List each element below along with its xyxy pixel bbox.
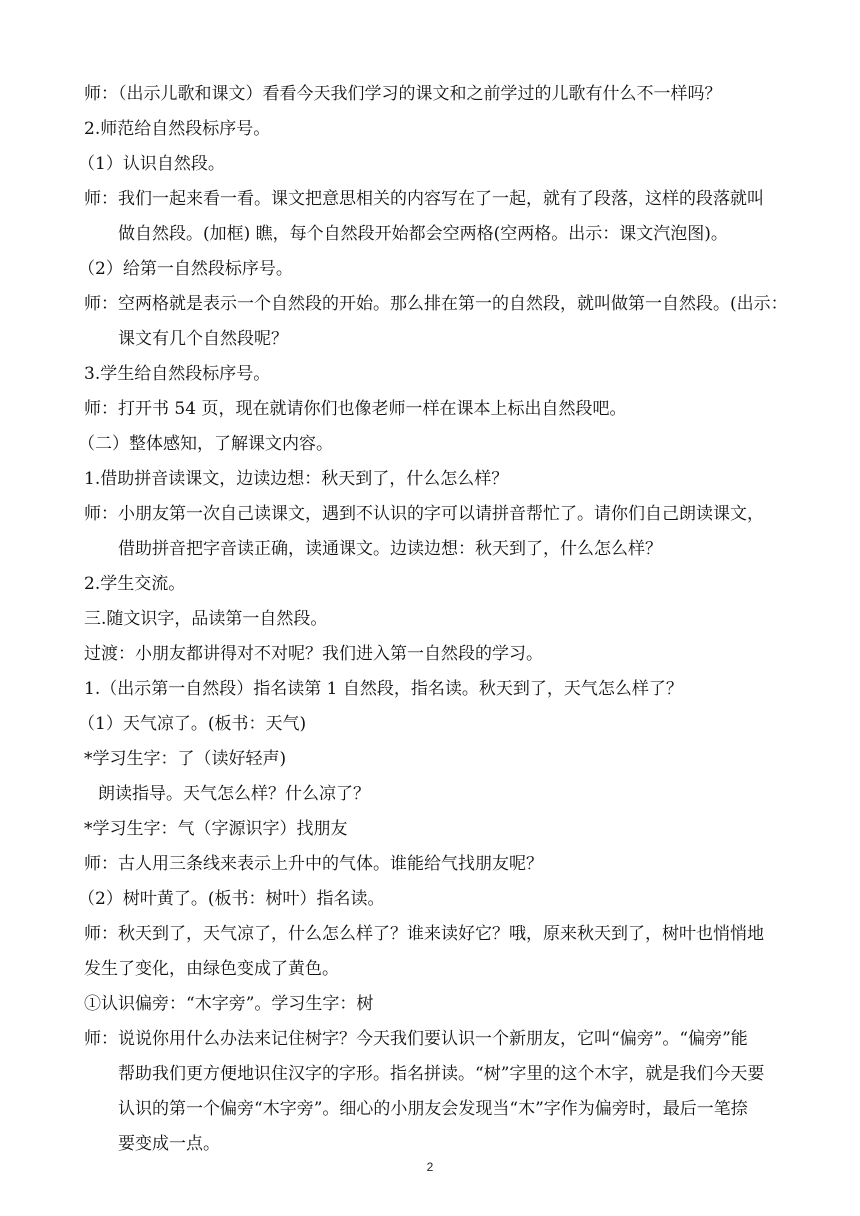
text-line: 师：我们一起来看一看。课文把意思相关的内容写在了一起，就有了段落，这样的段落就叫 [84, 189, 764, 209]
text-line: 借助拼音把字音读正确，读通课文。边读边想：秋天到了，什么怎么样？ [118, 539, 662, 559]
text-line: 1.借助拼音读课文，边读边想：秋天到了，什么怎么样？ [84, 469, 509, 489]
text-line: （1）认识自然段。 [78, 154, 225, 174]
text-line: （二）整体感知，了解课文内容。 [78, 434, 333, 454]
text-line: 要变成一点。 [118, 1134, 220, 1154]
text-line: （1）天气凉了。(板书：天气) [78, 714, 307, 734]
text-line: （2）树叶黄了。(板书：树叶）指名读。 [78, 889, 385, 909]
text-line: 2.师范给自然段标序号。 [84, 119, 271, 139]
text-line: 师：（出示儿歌和课文）看看今天我们学习的课文和之前学过的儿歌有什么不一样吗？ [84, 84, 722, 104]
text-line: （2）给第一自然段标序号。 [78, 259, 293, 279]
text-line: 帮助我们更方便地识住汉字的字形。指名拼读。“树”字里的这个木字，就是我们今天要 [118, 1064, 765, 1084]
text-line: 师：秋天到了，天气凉了，什么怎么样了？谁来读好它？哦，原来秋天到了，树叶也悄悄地 [84, 924, 764, 944]
text-line: 三.随文识字，品读第一自然段。 [84, 609, 328, 629]
text-line: 过渡：小朋友都讲得对不对呢？我们进入第一自然段的学习。 [84, 644, 543, 664]
text-line: *学习生字：了（读好轻声) [84, 749, 287, 769]
text-line: 认识的第一个偏旁“木字旁”。细心的小朋友会发现当“木”字作为偏旁时，最后一笔捺 [118, 1099, 748, 1119]
text-line: 师：小朋友第一次自己读课文，遇到不认识的字可以请拼音帮忙了。请你们自己朗读课文， [84, 504, 764, 524]
text-line: 师：古人用三条线来表示上升中的气体。谁能给气找朋友呢？ [84, 854, 543, 874]
text-line: 1.（出示第一自然段）指名读第 1 自然段，指名读。秋天到了，天气怎么样了？ [84, 679, 683, 699]
text-line: 朗读指导。天气怎么样？什么凉了？ [98, 784, 370, 804]
text-line: 3.学生给自然段标序号。 [84, 364, 271, 384]
text-line: *学习生字：气（字源识字）找朋友 [84, 819, 348, 839]
text-line: 师：打开书 54 页，现在就请你们也像老师一样在课本上标出自然段吧。 [84, 399, 627, 419]
text-line: 2.学生交流。 [84, 574, 186, 594]
text-line: 发生了变化，由绿色变成了黄色。 [84, 959, 339, 979]
text-line: 课文有几个自然段呢？ [118, 329, 288, 349]
text-line: ①认识偏旁：“木字旁”。学习生字：树 [84, 994, 374, 1014]
text-line: 做自然段。(加框) 瞧，每个自然段开始都会空两格(空两格。出示：课文汽泡图)。 [118, 224, 728, 244]
page-number: 2 [426, 1160, 434, 1174]
text-line: 师：说说你用什么办法来记住树字？今天我们要认识一个新朋友，它叫“偏旁”。“偏旁”能 [84, 1029, 748, 1049]
text-line: 师：空两格就是表示一个自然段的开始。那么排在第一的自然段，就叫做第一自然段。(出示： [84, 294, 788, 314]
